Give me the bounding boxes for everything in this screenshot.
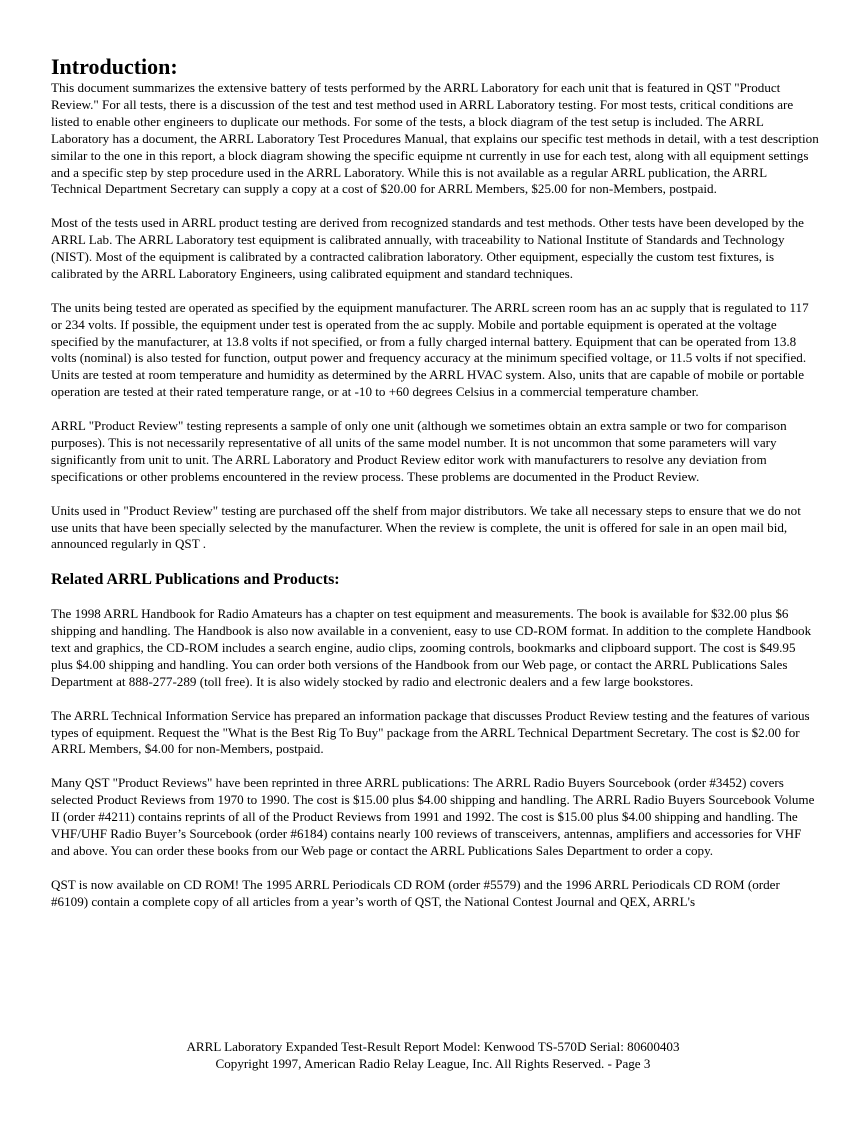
intro-paragraph-3: The units being tested are operated as specified by the equipment manufacturer. The ARRL screen room has an ac supply that is regulated to 117 or 234 volts. If possible, the equipment under test is operated from the ac supply. Mobile and portable equipment is operated at the voltage specified by the manufacturer, at 13.8 volts if not specified, or from a fully charged internal battery. Equipment that can be operated from 13.8 volts (nominal) is also tested for function, output power and frequency accuracy at the minimum specified voltage, or 11.5 volts if not specified. Units are tested at room temperature and humidity as determined by the ARRL HVAC system. Also, units that are capable of mobile or portable operation are tested at their rated temperature range, or at -10 to +60 degrees Celsius in a commercial temperature chamber. xyxy=(51,299,809,400)
page-title: Introduction: xyxy=(51,54,178,79)
intro-paragraph-4: ARRL "Product Review" testing represents a sample of only one unit (although we sometimes obtain an extra sample or two for comparison purposes). This is not necessarily representative of all units of the same model number. It is not uncommon that some parameters will vary significantly from unit to unit. The ARRL Laboratory and Product Review editor work with manufacturers to resolve any deviation from specifications or other problems encountered in the review process. These problems are documented in the Product Review. xyxy=(51,418,787,484)
section-heading-related: Related ARRL Publications and Products: xyxy=(51,571,340,589)
page-content xyxy=(51,54,819,910)
page-footer xyxy=(0,1039,866,1072)
intro-paragraph-1: This document summarizes the extensive battery of tests performed by the ARRL Laboratory for each unit that is featured in QST "Product Review." For all tests, there is a discussion of the test and test method used in ARRL Laboratory testing. For most tests, critical conditions are listed to enable other engineers to duplicate our methods. For some of the tests, a block diagram of the test setup is included. The ARRL Laboratory has a document, the ARRL Laboratory Test Procedures Manual, that explains our specific test methods in detail, with a test description similar to the one in this report, a block diagram showing the specific equipme nt currently in use for each test, along with all equipment settings and a specific step by step procedure used in the ARRL Laboratory. While this is not available as a regular ARRL publication, the ARRL Technical Department Secretary can supply a copy at a cost of $20.00 for ARRL Members, $25.00 for non-Members, postpaid. xyxy=(51,80,819,197)
intro-paragraph-2: Most of the tests used in ARRL product testing are derived from recognized standards and test methods. Other tests have been developed by the ARRL Lab. The ARRL Laboratory test equipment is calibrated annually, with traceability to National Institute of Standards and Technology (NIST). Most of the equipment is calibrated by a contracted calibration laboratory. Other equipment, especially the custom test fixtures, is calibrated by the ARRL Laboratory Engineers, using calibrated equipment and standard techniques. xyxy=(51,215,804,281)
related-paragraph-4: QST is now available on CD ROM! The 1995 ARRL Periodicals CD ROM (order #5579) and the 1996 ARRL Periodicals CD ROM (order #6109) contain a complete copy of all articles from a year’s worth of QST, the National Contest Journal and QEX, ARRL's xyxy=(51,876,780,909)
footer-copyright-line: Copyright 1997, American Radio Relay League, Inc. All Rights Reserved. - Page 3 xyxy=(215,1055,651,1071)
related-paragraph-2: The ARRL Technical Information Service has prepared an information package that discusses Product Review testing and the features of various types of equipment. Request the "What is the Best Rig To Buy" package from the ARRL Technical Department Secretary. The cost is $2.00 for ARRL Members, $4.00 for non-Members, postpaid. xyxy=(51,707,810,757)
related-paragraph-1: The 1998 ARRL Handbook for Radio Amateurs has a chapter on test equipment and measurements. The book is available for $32.00 plus $6 shipping and handling. The Handbook is also now available in a convenient, easy to use CD-ROM format. In addition to the complete Handbook text and graphics, the CD-ROM includes a search engine, audio clips, zooming controls, bookmarks and clipboard support. The cost is $49.95 plus $4.00 shipping and handling. You can order both versions of the Handbook from our Web page, or contact the ARRL Publications Sales Department at 888-277-289 (toll free). It is also widely stocked by radio and electronic dealers and a few large bookstores. xyxy=(51,606,812,689)
footer-report-line: ARRL Laboratory Expanded Test-Result Report Model: Kenwood TS-570D Serial: 80600403 xyxy=(186,1039,680,1054)
related-paragraph-3: Many QST "Product Reviews" have been reprinted in three ARRL publications: The ARRL Radio Buyers Sourcebook (order #3452) covers selected Product Reviews from 1970 to 1990. The cost is $15.00 plus $4.00 shipping and handling. The ARRL Radio Buyers Sourcebook Volume II (order #4211) contains reprints of all of the Product Reviews from 1991 and 1992. The cost is $15.00 plus $4.00 shipping and handling. The VHF/UHF Radio Buyer’s Sourcebook (order #6184) contains nearly 100 reviews of transceivers, antennas, amplifiers and accessories for VHF and above. You can order these books from our Web page or contact the ARRL Publications Sales Department to order a copy. xyxy=(51,775,815,858)
intro-paragraph-5: Units used in "Product Review" testing are purchased off the shelf from major distributors. We take all necessary steps to ensure that we do not use units that have been specially selected by the manufacturer. When the review is complete, the unit is offered for sale in an open mail bid, announced regularly in QST . xyxy=(51,502,801,552)
